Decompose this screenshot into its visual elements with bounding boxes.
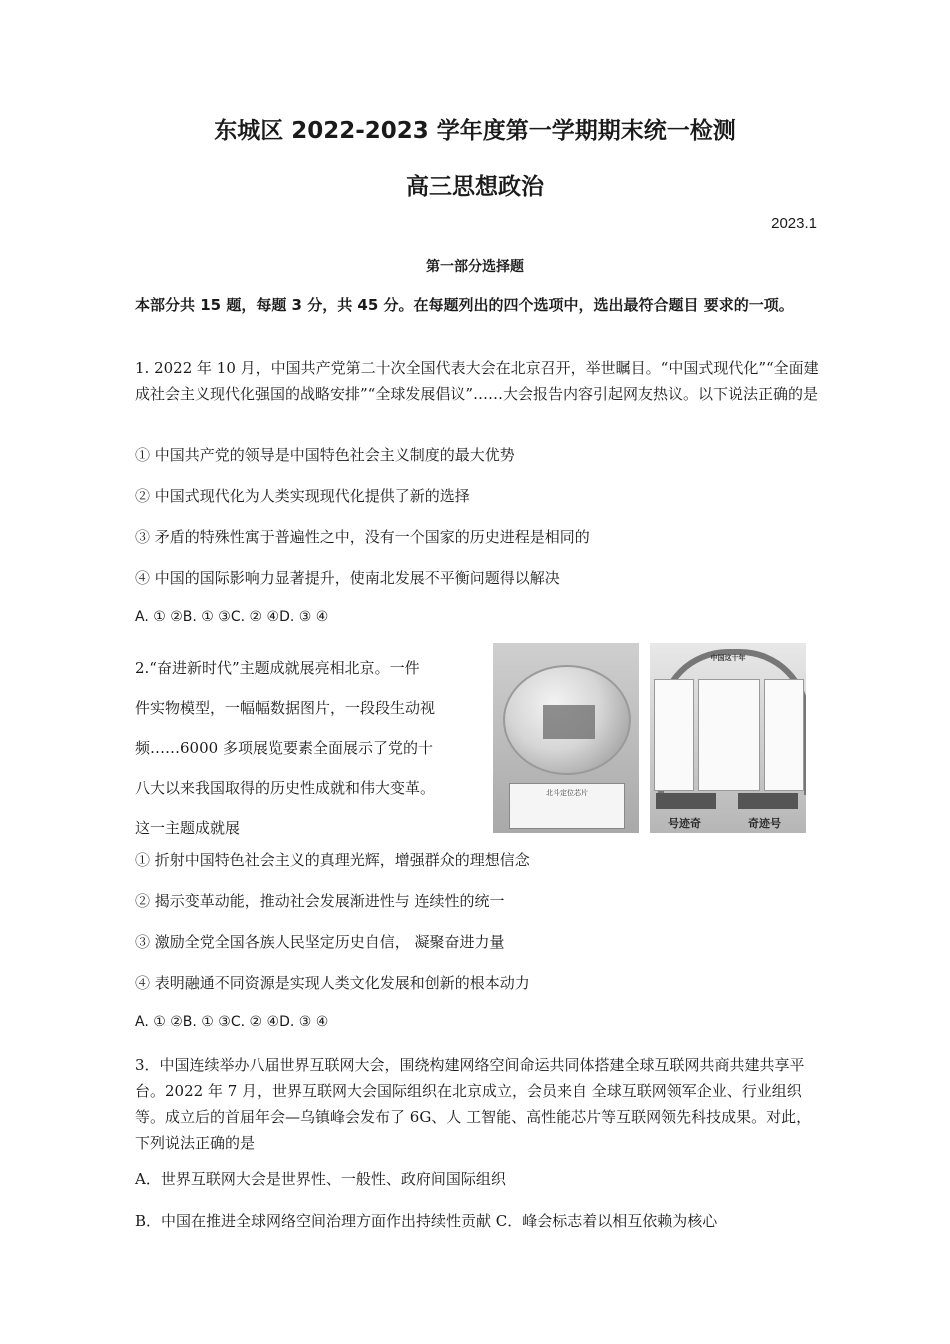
exam-title: 东城区 2022-2023 学年度第一学期期末统一检测: [214, 118, 736, 144]
booth-stand-right: [738, 793, 798, 809]
q1-item-4: ④ 中国的国际影响力显著提升，使南北发展不平衡问题得以解决: [135, 569, 560, 587]
booth-board-left: [654, 679, 694, 791]
chip-image: [543, 705, 595, 739]
section-title: 第一部分选择题: [426, 259, 524, 275]
q1-item-1: ① 中国共产党的领导是中国特色社会主义制度的最大优势: [135, 446, 515, 464]
instructions: 本部分共 15 题，每题 3 分，共 45 分。在每题列出的四个选项中，选出最符合题目 要求的一项。: [135, 296, 794, 314]
q2-item-3: ③ 激励全党全国各族人民坚定历史自信， 凝聚奋进力量: [135, 933, 505, 951]
crystal-model: [503, 665, 631, 775]
q2-item-2: ② 揭示变革动能，推动社会发展渐进性与 连续性的统一: [135, 892, 505, 910]
q2-stem-line-5: 这一主题成就展: [135, 819, 241, 837]
q3-stem: 3．中国连续举办八届世界互联网大会，围绕构建网络空间命运共同体搭建全球互联网共商共建共享平台。2022 年 7 月，世界互联网大会国际组织在北京成立，会员来自 全球互联网领军企业、行业组织等。成立后的首届年会—乌镇峰会发布了 6G、人 工智能、高性能芯片等互联网领先科技成果。对此，下列说法正确的是: [135, 1056, 812, 1152]
q2-stem-line-4: 八大以来我国取得的历史性成就和伟大变革。: [135, 779, 436, 797]
booth-board-center: [698, 679, 760, 791]
beidou-chip-photo: [493, 643, 639, 833]
q2-stem-line-3: 频……6000 多项展览要素全面展示了党的十: [135, 739, 433, 757]
q3-option-bc: B．中国在推进全球网络空间治理方面作出持续性贡献 C．峰会标志着以相互依赖为核心: [135, 1212, 718, 1230]
q2-item-1: ① 折射中国特色社会主义的真理光辉，增强群众的理想信念: [135, 851, 530, 869]
q1-item-3: ③ 矛盾的特殊性寓于普遍性之中，没有一个国家的历史进程是相同的: [135, 528, 590, 546]
booth-board-right: [764, 679, 804, 791]
q2-stem-line-2: 件实物模型，一幅幅数据图片，一段段生动视: [135, 699, 436, 717]
q3-option-a: A．世界互联网大会是世界性、一般性、政府间国际组织: [135, 1170, 506, 1188]
q1-options: A. ① ②B. ① ③C. ② ④D. ③ ④: [135, 609, 329, 625]
q2-options: A. ① ②B. ① ③C. ② ④D. ③ ④: [135, 1014, 329, 1030]
exhibit-card-title: 北斗定位芯片: [546, 789, 588, 797]
q2-item-4: ④ 表明融通不同资源是实现人类文化发展和创新的根本动力: [135, 974, 530, 992]
booth-caption-left: 号迹奇: [668, 817, 701, 830]
booth-title: 中国这十年: [710, 654, 746, 662]
q2-stem-line-1: 2.“奋进新时代”主题成就展亮相北京。一件: [135, 659, 420, 677]
booth-stand-left: [656, 793, 716, 809]
exam-subject: 高三思想政治: [406, 174, 544, 200]
exam-date: 2023.1: [771, 215, 817, 232]
q1-stem: 1. 2022 年 10 月，中国共产党第二十次全国代表大会在北京召开，举世瞩目。“中国式现代化”“全面建成社会主义现代化强国的战略安排”“全球发展倡议”……大会报告内容引起网友热议。以下说法正确的是: [135, 359, 819, 403]
booth-caption-right: 奇迹号: [748, 817, 781, 830]
exhibit-card: [509, 783, 625, 829]
q2-stem: [135, 648, 487, 848]
q1-item-2: ② 中国式现代化为人类实现现代化提供了新的选择: [135, 487, 470, 505]
exhibition-booth-photo: [650, 643, 806, 833]
